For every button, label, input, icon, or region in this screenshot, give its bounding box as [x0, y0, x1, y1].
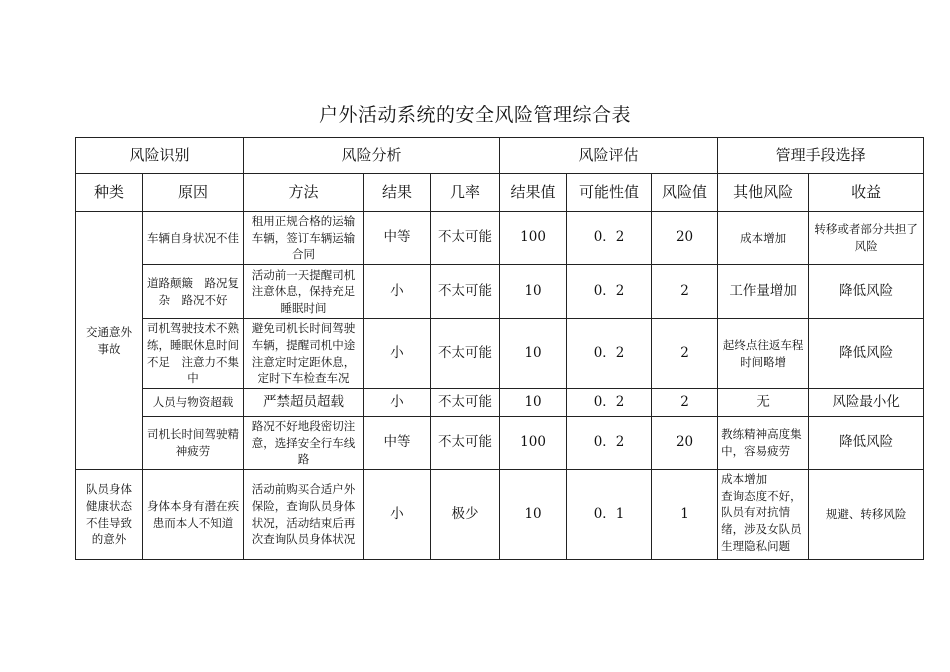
table-row: [76, 417, 924, 470]
table-row: [76, 319, 924, 389]
group-header-identification: 风险识别: [76, 138, 244, 174]
table-row: [76, 470, 924, 560]
column-header-row: [76, 174, 924, 212]
benefit-cell: 降低风险: [809, 319, 924, 389]
result-value-cell: 10: [500, 265, 567, 319]
cause-cell: 司机驾驶技术不熟练，睡眠休息时间不足 注意力不集中: [143, 319, 244, 389]
cause-cell: 道路颠簸 路况复杂 路况不好: [143, 265, 244, 319]
risk-value-cell: 20: [652, 212, 718, 265]
risk-value-cell: 2: [652, 265, 718, 319]
cause-cell: 车辆自身状况不佳: [143, 212, 244, 265]
benefit-cell: 降低风险: [809, 265, 924, 319]
benefit-cell: 降低风险: [809, 417, 924, 470]
other-risk-cell: 成本增加: [718, 212, 809, 265]
group-header-analysis: 风险分析: [244, 138, 500, 174]
table-row: [76, 265, 924, 319]
benefit-cell: 转移或者部分共担了风险: [809, 212, 924, 265]
column-header: 风险值: [652, 174, 718, 212]
risk-value-cell: 2: [652, 389, 718, 417]
method-cell: 活动前一天提醒司机注意休息，保持充足睡眠时间: [244, 265, 364, 319]
other-risk-cell: [718, 470, 809, 560]
column-header: 方法: [244, 174, 364, 212]
result-value-cell: 100: [500, 212, 567, 265]
page-title: 户外活动系统的安全风险管理综合表: [318, 104, 631, 126]
other-risk-line: 成本增加: [721, 472, 768, 487]
result-value-cell: 10: [500, 319, 567, 389]
category-cell: 交通意外事故: [76, 212, 143, 470]
risk-management-table: [75, 137, 924, 560]
cause-cell: 人员与物资超载: [143, 389, 244, 417]
category-cell: 队员身体健康状态不佳导致的意外: [76, 470, 143, 560]
benefit-cell: 风险最小化: [809, 389, 924, 417]
other-risk-cell: 起终点往返车程时间略增: [718, 319, 809, 389]
table-row: [76, 389, 924, 417]
benefit-cell: 规避、转移风险: [809, 470, 924, 560]
result-cell: 中等: [364, 212, 431, 265]
other-risk-line: 查询态度不好，队员有对抗情绪，涉及女队员生理隐私问题: [721, 488, 802, 553]
group-header-management: 管理手段选择: [718, 138, 924, 174]
risk-value-cell: 1: [652, 470, 718, 560]
result-cell: 小: [364, 470, 431, 560]
risk-value-cell: 20: [652, 417, 718, 470]
result-value-cell: 100: [500, 417, 567, 470]
result-cell: 小: [364, 319, 431, 389]
other-risk-cell: 教练精神高度集中，容易疲劳: [718, 417, 809, 470]
column-header: 结果: [364, 174, 431, 212]
group-header-evaluation: 风险评估: [500, 138, 718, 174]
column-header: 收益: [809, 174, 924, 212]
method-cell: 路况不好地段密切注意，选择安全行车线路: [244, 417, 364, 470]
result-cell: 小: [364, 265, 431, 319]
probability-cell: 不太可能: [431, 389, 500, 417]
result-cell: 小: [364, 389, 431, 417]
probability-cell: 不太可能: [431, 212, 500, 265]
cause-cell: 身体本身有潜在疾患而本人不知道: [143, 470, 244, 560]
result-cell: 中等: [364, 417, 431, 470]
probability-cell: 不太可能: [431, 265, 500, 319]
column-header: 原因: [143, 174, 244, 212]
method-cell: 活动前购买合适户外保险，查询队员身体状况，活动结束后再次查询队员身体状况: [244, 470, 364, 560]
table-row: [76, 212, 924, 265]
column-header: 种类: [76, 174, 143, 212]
probability-cell: 不太可能: [431, 417, 500, 470]
likelihood-cell: 0．2: [567, 212, 652, 265]
other-risk-cell: 无: [718, 389, 809, 417]
column-header: 其他风险: [718, 174, 809, 212]
likelihood-cell: 0．2: [567, 319, 652, 389]
probability-cell: 极少: [431, 470, 500, 560]
risk-value-cell: 2: [652, 319, 718, 389]
method-cell: 严禁超员超载: [244, 389, 364, 417]
likelihood-cell: 0．2: [567, 417, 652, 470]
method-cell: 避免司机长时间驾驶车辆，提醒司机中途注意定时定距休息，定时下车检查车况: [244, 319, 364, 389]
cause-cell: 司机长时间驾驶精神疲劳: [143, 417, 244, 470]
column-header: 可能性值: [567, 174, 652, 212]
likelihood-cell: 0．1: [567, 470, 652, 560]
method-cell: 租用正规合格的运输车辆，签订车辆运输合同: [244, 212, 364, 265]
probability-cell: 不太可能: [431, 319, 500, 389]
other-risk-cell: 工作量增加: [718, 265, 809, 319]
likelihood-cell: 0．2: [567, 265, 652, 319]
result-value-cell: 10: [500, 470, 567, 560]
column-header: 几率: [431, 174, 500, 212]
result-value-cell: 10: [500, 389, 567, 417]
column-header: 结果值: [500, 174, 567, 212]
group-header-row: [76, 138, 924, 174]
likelihood-cell: 0．2: [567, 389, 652, 417]
